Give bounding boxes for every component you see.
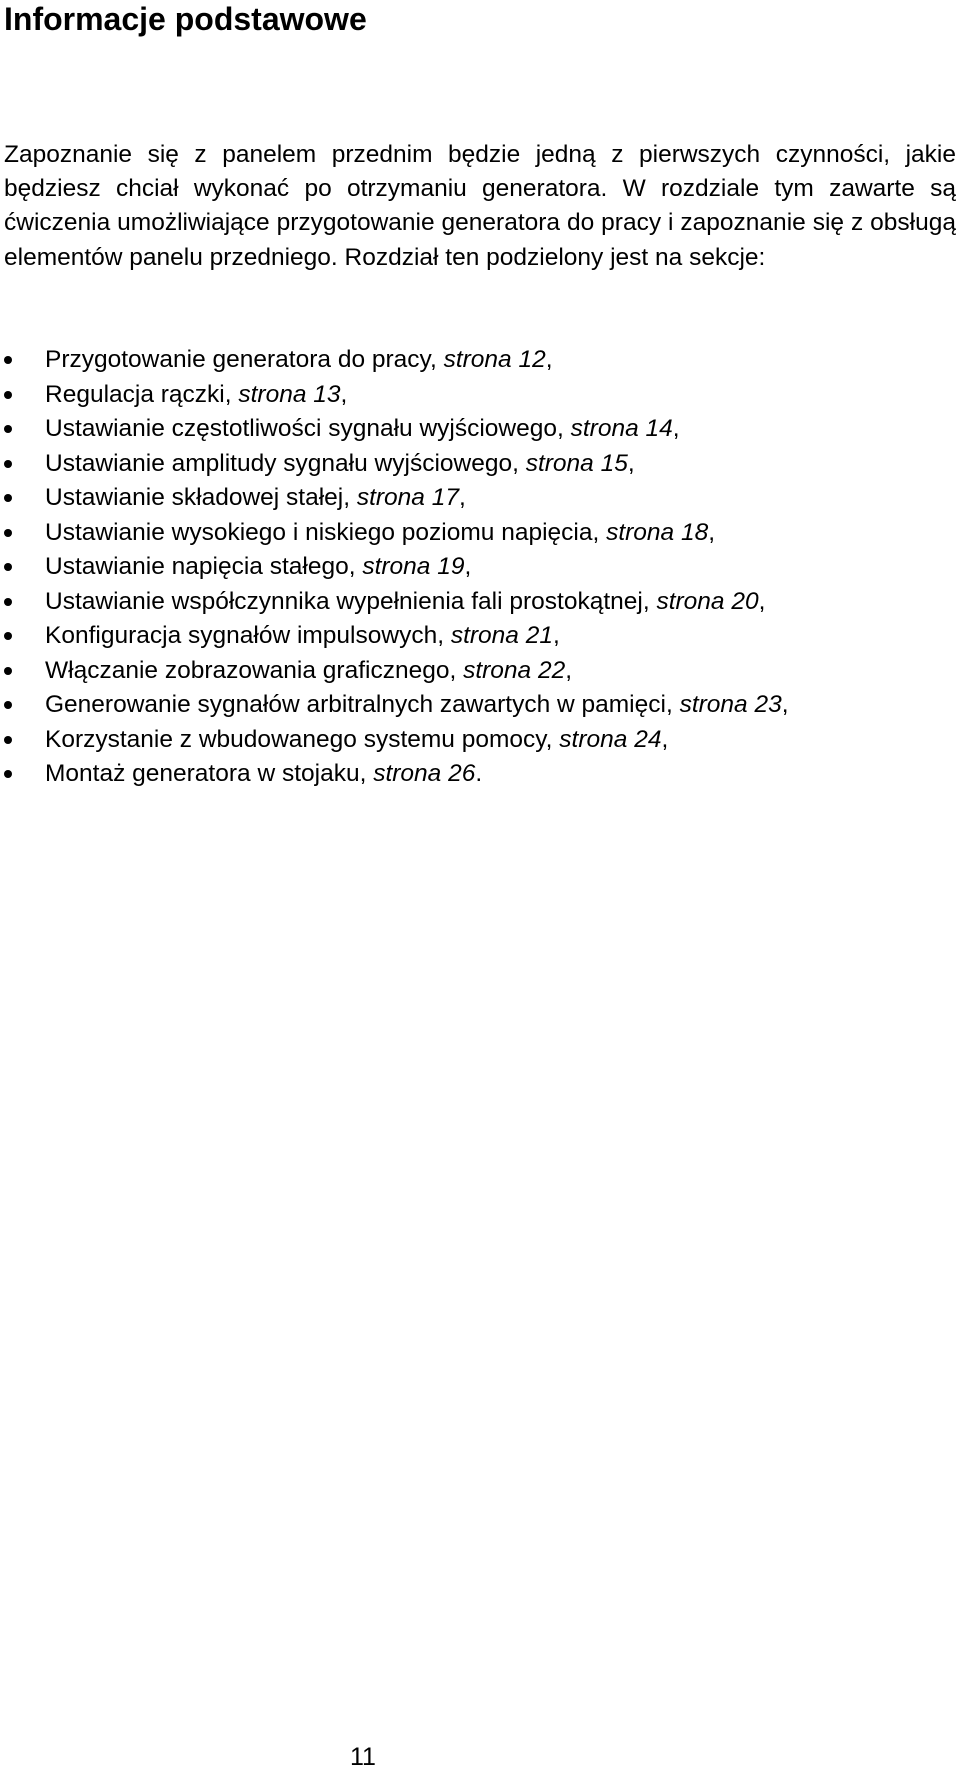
section-title: Ustawianie amplitudy sygnału wyjściowego, bbox=[45, 449, 526, 477]
list-item bbox=[0, 585, 960, 620]
list-item bbox=[0, 654, 960, 689]
page-reference: strona 18 bbox=[606, 518, 709, 546]
intro-paragraph: Zapoznanie się z panelem przednim będzie jedną z pierwszych czynności, jakie będziesz chciał wykonać po otrzymaniu generatora. W rozdziale tym zawarte są ćwiczenia umożliwiające przygotowanie generatora do pracy i zapoznanie się z obsługą elementów panelu przedniego. Rozdział ten podzielony jest na sekcje: bbox=[4, 141, 956, 271]
section-entry bbox=[45, 481, 466, 516]
page-reference: strona 15 bbox=[525, 449, 628, 477]
section-title: Montaż generatora w stojaku, bbox=[45, 760, 374, 787]
page-reference: strona 13 bbox=[238, 380, 341, 408]
section-entry bbox=[45, 585, 765, 620]
page-reference: strona 26 bbox=[373, 760, 476, 787]
bullet-icon bbox=[4, 701, 12, 709]
section-title: Ustawianie częstotliwości sygnału wyjściowego, bbox=[45, 415, 571, 442]
section-entry bbox=[45, 447, 635, 482]
section-entry bbox=[45, 343, 553, 378]
bullet-icon bbox=[4, 598, 12, 606]
bullet-icon bbox=[4, 356, 12, 364]
section-entry bbox=[45, 757, 482, 792]
entry-punctuation: , bbox=[459, 484, 466, 511]
bullet-icon bbox=[4, 770, 12, 778]
entry-punctuation: , bbox=[340, 380, 348, 408]
entry-punctuation: . bbox=[475, 760, 483, 787]
section-entry bbox=[45, 412, 680, 447]
section-entry bbox=[45, 688, 789, 723]
section-title: Włączanie zobrazowania graficznego, bbox=[45, 656, 464, 684]
section-title: Ustawianie wysokiego i niskiego poziomu napięcia, bbox=[45, 518, 607, 546]
entry-punctuation: , bbox=[552, 622, 560, 649]
section-title: Ustawianie napięcia stałego, bbox=[45, 553, 363, 580]
list-item bbox=[0, 688, 960, 723]
section-title: Ustawianie składowej stałej, bbox=[45, 484, 357, 511]
page-reference: strona 21 bbox=[450, 622, 553, 649]
page-reference: strona 12 bbox=[443, 346, 546, 373]
list-item bbox=[0, 757, 960, 792]
bullet-icon bbox=[4, 563, 12, 571]
list-item bbox=[0, 447, 960, 482]
entry-punctuation: , bbox=[672, 415, 680, 442]
list-item bbox=[0, 412, 960, 447]
section-title: Przygotowanie generatora do pracy, bbox=[45, 346, 444, 373]
list-item bbox=[0, 378, 960, 413]
entry-punctuation: , bbox=[661, 725, 669, 753]
list-item bbox=[0, 481, 960, 516]
bullet-icon bbox=[4, 736, 12, 744]
list-item bbox=[0, 619, 960, 654]
entry-punctuation: , bbox=[708, 518, 716, 546]
section-entry bbox=[45, 723, 668, 758]
bullet-icon bbox=[4, 667, 12, 675]
page-reference: strona 20 bbox=[656, 587, 759, 615]
bullet-icon bbox=[4, 529, 12, 537]
bullet-icon bbox=[4, 391, 12, 399]
entry-punctuation: , bbox=[464, 553, 472, 580]
entry-punctuation: , bbox=[565, 656, 573, 684]
page-reference: strona 19 bbox=[362, 553, 465, 580]
entry-punctuation: , bbox=[758, 587, 766, 615]
list-item bbox=[0, 516, 960, 551]
section-entry bbox=[45, 654, 572, 689]
bullet-icon bbox=[4, 460, 12, 468]
entry-punctuation: , bbox=[627, 449, 635, 477]
section-title: Regulacja rączki, bbox=[45, 380, 239, 408]
page-reference: strona 22 bbox=[463, 656, 566, 684]
section-entry bbox=[45, 619, 560, 654]
page-reference: strona 23 bbox=[679, 691, 782, 718]
section-entry bbox=[45, 550, 471, 585]
page-reference: strona 24 bbox=[559, 725, 662, 753]
section-entry bbox=[45, 516, 715, 551]
list-item bbox=[0, 343, 960, 378]
bullet-icon bbox=[4, 632, 12, 640]
page-reference: strona 17 bbox=[356, 484, 459, 511]
list-item bbox=[0, 550, 960, 585]
page-title: Informacje podstawowe bbox=[4, 1, 367, 37]
section-list bbox=[0, 343, 960, 792]
page-reference: strona 14 bbox=[570, 415, 673, 442]
entry-punctuation: , bbox=[545, 346, 553, 373]
bullet-icon bbox=[4, 425, 12, 433]
list-item bbox=[0, 723, 960, 758]
section-entry bbox=[45, 378, 347, 413]
page-number: 11 bbox=[350, 1743, 376, 1771]
bullet-icon bbox=[4, 494, 12, 502]
section-title: Ustawianie współczynnika wypełnienia fali prostokątnej, bbox=[45, 587, 657, 615]
entry-punctuation: , bbox=[781, 691, 789, 718]
section-title: Generowanie sygnałów arbitralnych zawartych w pamięci, bbox=[45, 691, 680, 718]
section-title: Korzystanie z wbudowanego systemu pomocy, bbox=[45, 725, 560, 753]
section-title: Konfiguracja sygnałów impulsowych, bbox=[45, 622, 451, 649]
